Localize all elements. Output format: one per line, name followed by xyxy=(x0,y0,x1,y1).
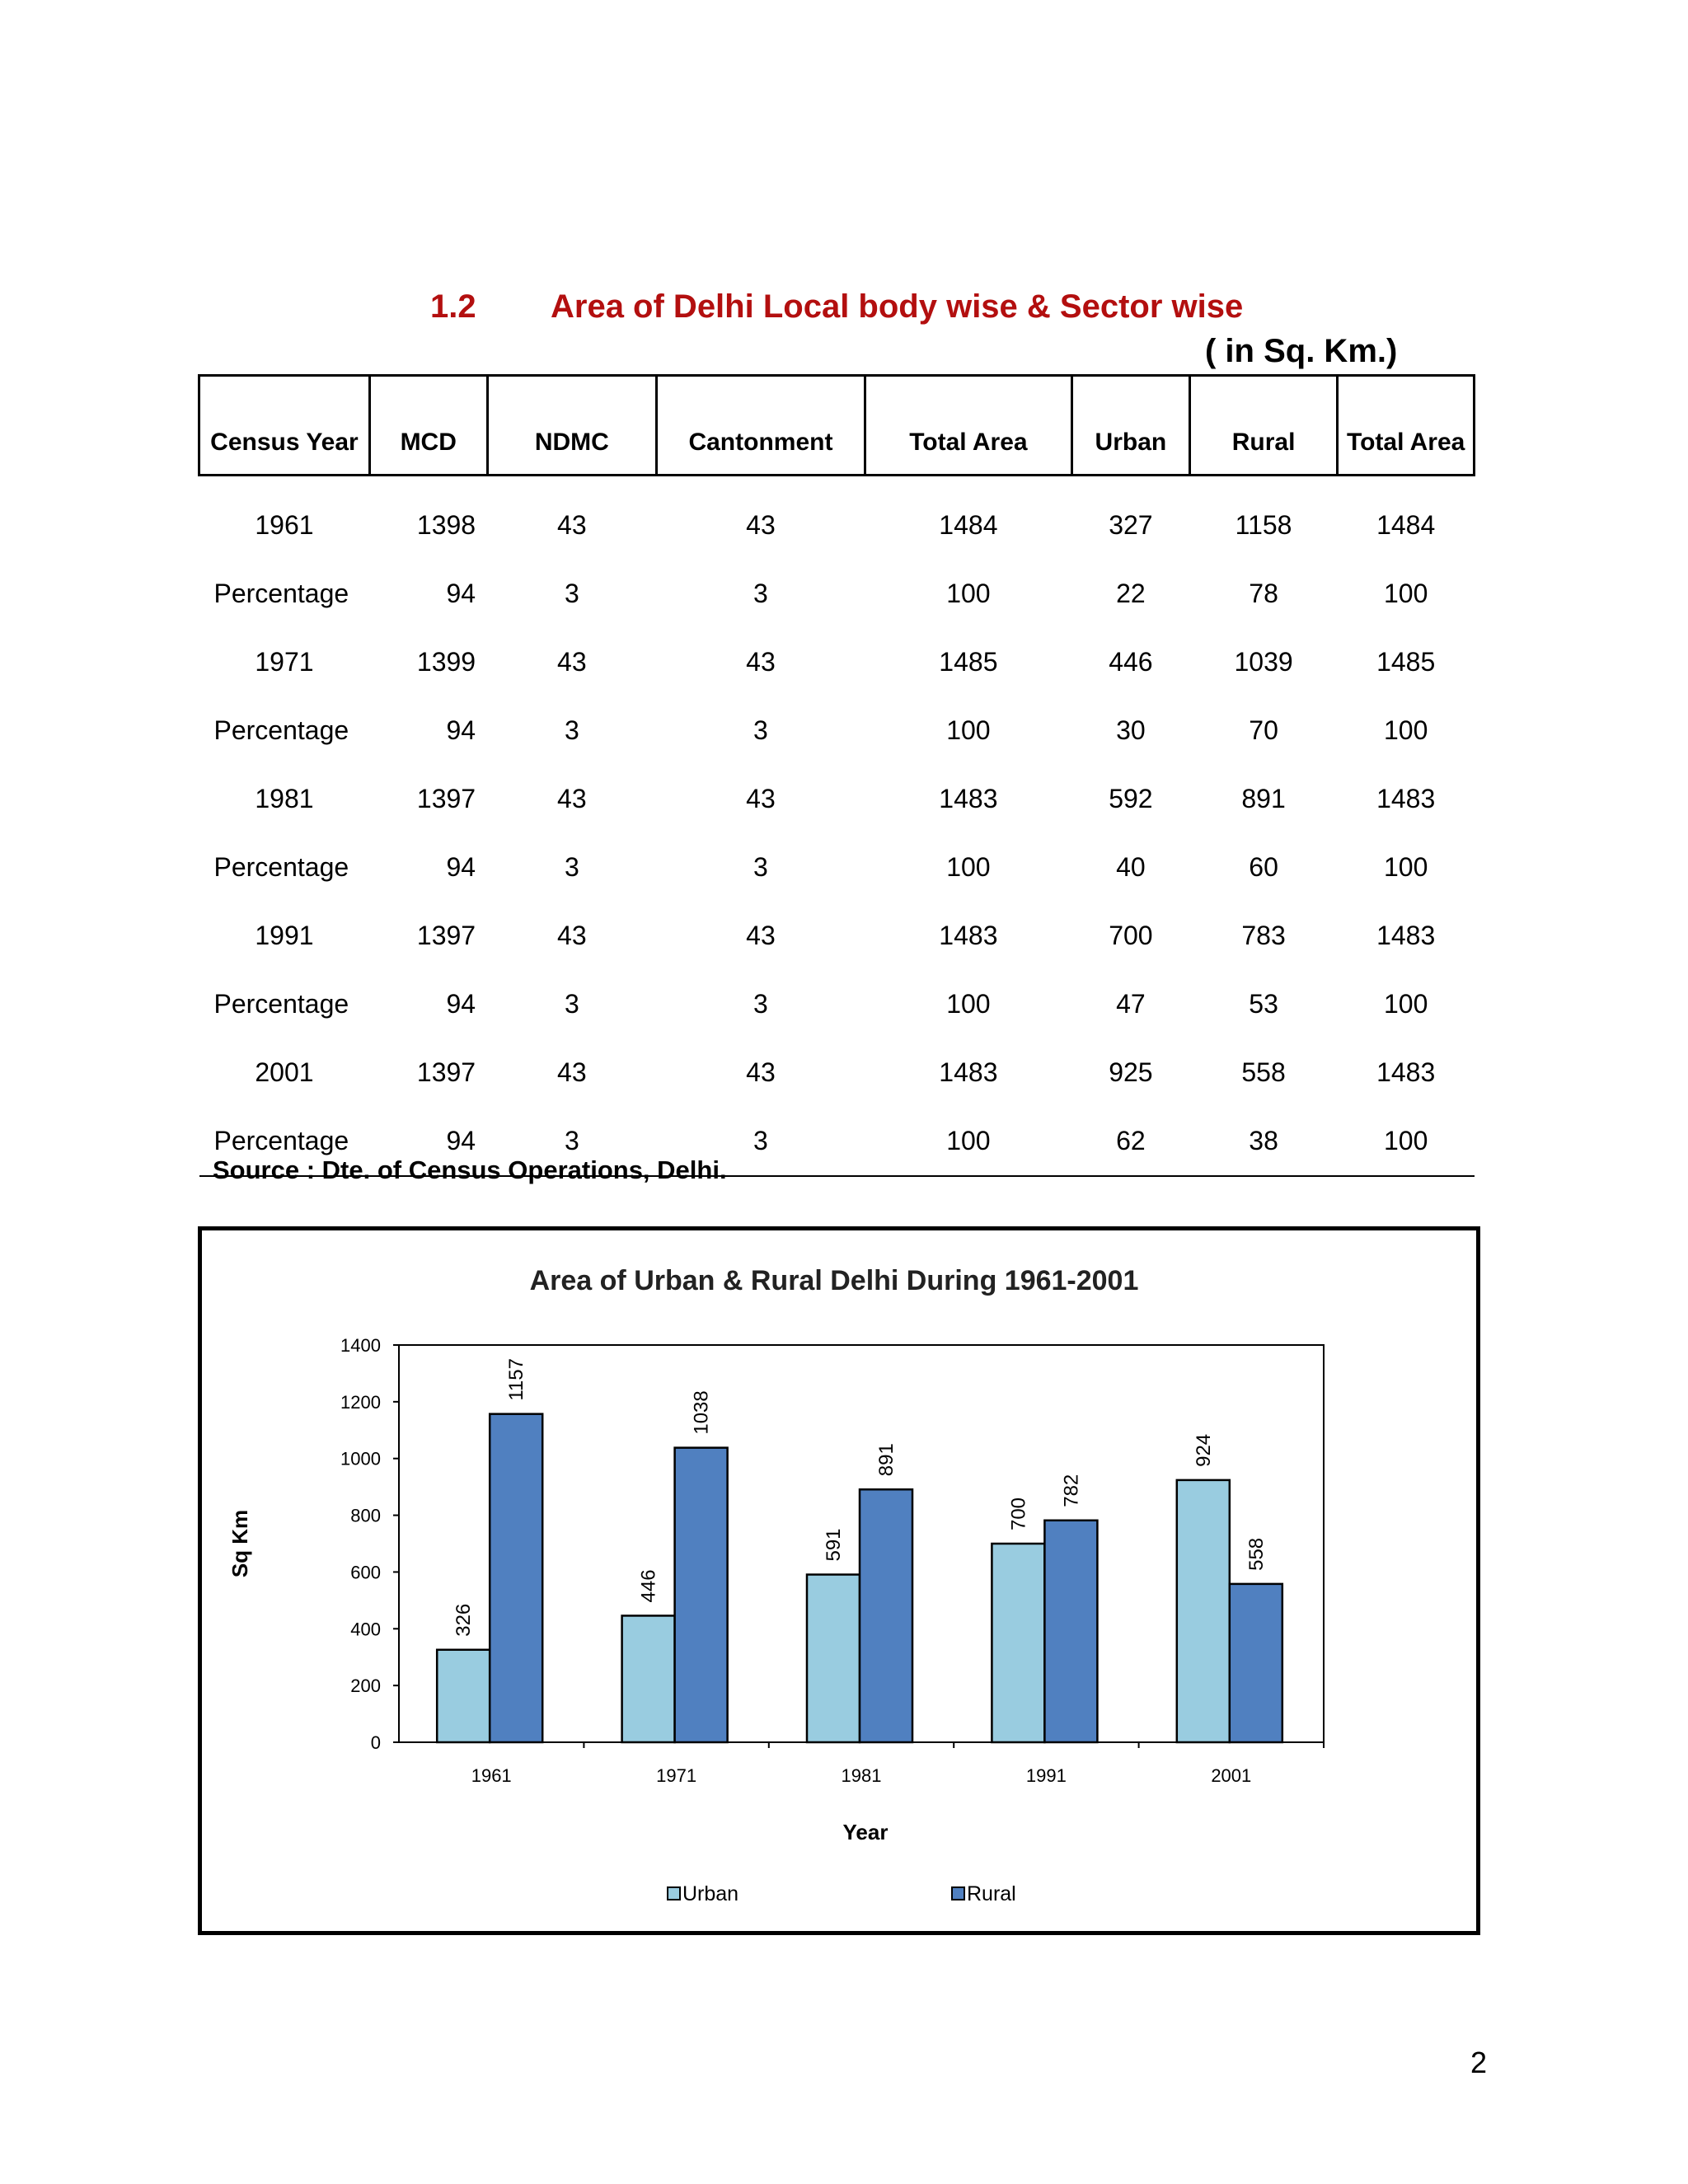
x-axis-label: Year xyxy=(842,1820,889,1844)
table-cell: 53 xyxy=(1249,989,1278,1019)
data-label: 924 xyxy=(1192,1433,1215,1467)
table-cell: 1483 xyxy=(939,1057,998,1087)
table-cell: 1483 xyxy=(1376,921,1436,950)
table-cell: 3 xyxy=(753,715,768,745)
table-cell: 43 xyxy=(746,510,776,540)
y-tick-label: 1000 xyxy=(340,1448,381,1469)
x-tick-label: 1961 xyxy=(471,1765,512,1786)
table-cell: 43 xyxy=(746,784,776,813)
table-cell: 1483 xyxy=(939,784,998,813)
bar-urban xyxy=(437,1650,490,1742)
table-cell: 78 xyxy=(1249,579,1278,608)
table-header-cell: Urban xyxy=(1071,376,1189,476)
table-cell: 1483 xyxy=(1376,1057,1436,1087)
table-cell: 1039 xyxy=(1234,647,1293,677)
table-cell: 700 xyxy=(1109,921,1153,950)
bar-rural xyxy=(1044,1521,1097,1742)
table-cell: 3 xyxy=(753,989,768,1019)
table-cell: 3 xyxy=(564,852,579,882)
table-cell: 43 xyxy=(746,921,776,950)
data-label: 558 xyxy=(1245,1537,1268,1571)
legend-swatch-rural xyxy=(952,1887,964,1900)
table-cell: 1485 xyxy=(939,647,998,677)
legend-swatch-urban xyxy=(668,1887,680,1900)
table-cell: 3 xyxy=(487,1107,657,1176)
table-cell: 30 xyxy=(1116,715,1146,745)
chart-title: Area of Urban & Rural Delhi During 1961-2001 xyxy=(529,1265,1139,1296)
spacer-cell xyxy=(1338,476,1475,492)
table-row xyxy=(199,560,1475,628)
y-tick-label: 1400 xyxy=(340,1335,381,1356)
spacer-cell xyxy=(1071,476,1189,492)
unit-note: ( in Sq. Km.) xyxy=(1205,333,1398,369)
table-cell: 40 xyxy=(1116,852,1146,882)
table-cell: 43 xyxy=(557,1057,587,1087)
table-cell: 783 xyxy=(1241,921,1286,950)
table-cell: 100 xyxy=(946,852,991,882)
table-cell: 1397 xyxy=(416,784,476,813)
table-cell: 592 xyxy=(1109,784,1153,813)
legend-label-urban: Urban xyxy=(682,1882,739,1905)
spacer-cell xyxy=(1189,476,1338,492)
table-row xyxy=(199,970,1475,1038)
bar-urban xyxy=(807,1575,860,1742)
table-header-cell: MCD xyxy=(369,376,487,476)
table-cell: 43 xyxy=(557,510,587,540)
table-cell: 3 xyxy=(564,989,579,1019)
table-cell: 1483 xyxy=(939,921,998,950)
table-cell: 327 xyxy=(1109,510,1153,540)
table-cell: 100 xyxy=(1338,1107,1475,1176)
chart-frame xyxy=(198,1226,1480,1935)
spacer-cell xyxy=(199,476,370,492)
table-cell: 70 xyxy=(1249,715,1278,745)
table-header-row xyxy=(199,376,1475,476)
table-cell: 62 xyxy=(1071,1107,1189,1176)
bar-urban xyxy=(622,1615,675,1742)
table-cell: 100 xyxy=(865,1107,1071,1176)
table-row xyxy=(199,1038,1475,1107)
table-cell: 3 xyxy=(753,852,768,882)
table-cell: 100 xyxy=(1383,715,1428,745)
y-tick-label: 200 xyxy=(350,1675,381,1697)
table-cell: 558 xyxy=(1241,1057,1286,1087)
bar-urban xyxy=(1177,1480,1230,1742)
table-cell: 446 xyxy=(1109,647,1153,677)
area-table xyxy=(198,374,1475,1177)
table-row xyxy=(199,765,1475,833)
table-cell: 1484 xyxy=(939,510,998,540)
urban-rural-bar-chart xyxy=(202,1230,1476,1931)
data-label: 326 xyxy=(452,1603,476,1637)
table-header-cell: Total Area xyxy=(865,376,1071,476)
table-cell: 22 xyxy=(1116,579,1146,608)
table-header-cell: Rural xyxy=(1189,376,1338,476)
table-header-cell: NDMC xyxy=(487,376,657,476)
table-cell: 3 xyxy=(564,715,579,745)
table-cell: 43 xyxy=(557,647,587,677)
data-label: 1038 xyxy=(690,1390,713,1435)
table-cell: 1961 xyxy=(255,510,314,540)
bar-rural xyxy=(860,1489,912,1742)
table-cell: 1397 xyxy=(416,1057,476,1087)
table-header-cell: Total Area xyxy=(1338,376,1475,476)
y-tick-label: 400 xyxy=(350,1619,381,1640)
page-number: 2 xyxy=(1470,2046,1488,2079)
table-row xyxy=(199,491,1475,560)
table-cell: 1485 xyxy=(1376,647,1436,677)
table-cell: Percentage xyxy=(213,852,349,882)
table-spacer xyxy=(199,476,1475,492)
legend-label-rural: Rural xyxy=(967,1882,1016,1905)
table-cell: 43 xyxy=(746,647,776,677)
table-cell: 38 xyxy=(1189,1107,1338,1176)
bar-rural xyxy=(675,1448,728,1742)
x-tick-label: 1971 xyxy=(656,1765,697,1786)
table-cell: 100 xyxy=(1383,989,1428,1019)
table-cell: 60 xyxy=(1249,852,1278,882)
table-cell: 891 xyxy=(1241,784,1286,813)
spacer-cell xyxy=(487,476,657,492)
table-cell: 100 xyxy=(946,579,991,608)
table-cell: 94 xyxy=(446,989,476,1019)
section-heading xyxy=(0,288,1688,335)
x-tick-label: 1981 xyxy=(841,1765,882,1786)
bar-urban xyxy=(992,1544,1044,1742)
spacer-cell xyxy=(657,476,865,492)
data-label: 446 xyxy=(637,1569,660,1603)
x-tick-label: 1991 xyxy=(1025,1765,1067,1786)
table-cell: 1484 xyxy=(1376,510,1436,540)
table-cell: 100 xyxy=(946,715,991,745)
table-row xyxy=(199,628,1475,696)
table-cell: 43 xyxy=(557,784,587,813)
table-cell: 43 xyxy=(557,921,587,950)
table-cell: 925 xyxy=(1109,1057,1153,1087)
table-cell: 94 xyxy=(446,579,476,608)
table-cell: 3 xyxy=(753,579,768,608)
data-label: 782 xyxy=(1060,1474,1083,1507)
table-row xyxy=(199,696,1475,765)
table-cell: 43 xyxy=(746,1057,776,1087)
table-cell: 1398 xyxy=(416,510,476,540)
table-cell: 1981 xyxy=(255,784,314,813)
y-tick-label: 1200 xyxy=(340,1391,381,1413)
table-cell: Percentage xyxy=(213,579,349,608)
y-tick-label: 0 xyxy=(370,1732,381,1753)
data-label: 891 xyxy=(875,1443,898,1477)
x-tick-label: 2001 xyxy=(1211,1765,1252,1786)
table-cell: 1158 xyxy=(1235,510,1292,540)
table-cell: 1991 xyxy=(255,921,314,950)
table-cell: 47 xyxy=(1116,989,1146,1019)
spacer-cell xyxy=(369,476,487,492)
table-cell: 94 xyxy=(446,852,476,882)
bar-rural xyxy=(1230,1584,1282,1742)
table-cell: 100 xyxy=(1383,852,1428,882)
section-number: 1.2 xyxy=(430,288,476,325)
table-row xyxy=(199,902,1475,970)
table-cell: 1399 xyxy=(416,647,476,677)
table-header-cell: Cantonment xyxy=(657,376,865,476)
table-cell: 3 xyxy=(564,579,579,608)
table-cell: Percentage xyxy=(213,989,349,1019)
table-cell: Percentage xyxy=(213,715,349,745)
table-row xyxy=(199,833,1475,902)
bar-rural xyxy=(490,1414,542,1742)
source-note: Source : Dte. of Census Operations, Delhi. xyxy=(213,1155,727,1184)
data-label: 591 xyxy=(823,1528,845,1562)
y-tick-label: 800 xyxy=(350,1505,381,1526)
table-cell: 1397 xyxy=(416,921,476,950)
y-tick-label: 600 xyxy=(350,1562,381,1583)
data-label: 1157 xyxy=(505,1358,528,1401)
table-cell: 94 xyxy=(446,715,476,745)
data-label: 700 xyxy=(1007,1497,1030,1530)
spacer-cell xyxy=(865,476,1071,492)
table-cell: 94 xyxy=(369,1107,487,1176)
table-cell: 100 xyxy=(946,989,991,1019)
table-cell: 1483 xyxy=(1376,784,1436,813)
section-title: Area of Delhi Local body wise & Sector wise xyxy=(551,288,1244,325)
y-axis-label: Sq Km xyxy=(227,1509,252,1578)
table-header-cell: Census Year xyxy=(199,376,370,476)
table-cell: 2001 xyxy=(255,1057,314,1087)
table-cell: 1971 xyxy=(255,647,314,677)
table-cell: Percentage xyxy=(199,1107,370,1176)
table-cell: 100 xyxy=(1383,579,1428,608)
table-cell: 3 xyxy=(657,1107,865,1176)
